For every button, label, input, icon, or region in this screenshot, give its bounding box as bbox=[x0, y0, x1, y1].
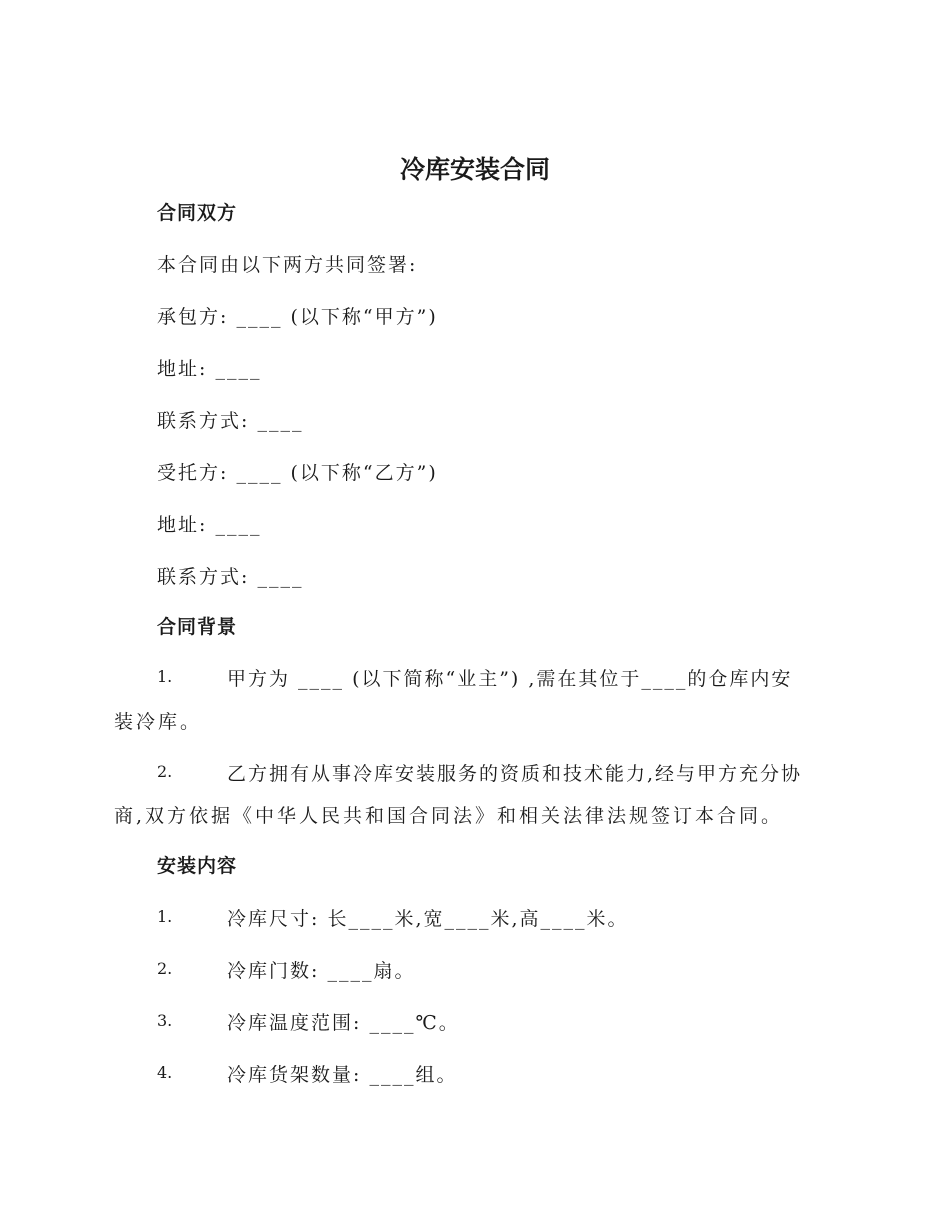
section-heading-installation: 安装内容 bbox=[157, 855, 238, 877]
installation-item-number: 3. bbox=[157, 1011, 173, 1030]
parties-intro: 本合同由以下两方共同签署: bbox=[157, 254, 418, 276]
party-b-contact: 联系方式: ____ bbox=[157, 566, 304, 588]
document-title: 冷库安装合同 bbox=[399, 155, 550, 184]
background-item-number: 1. bbox=[157, 667, 173, 686]
installation-item-number: 4. bbox=[157, 1063, 173, 1082]
background-item-continuation: 装冷库。 bbox=[114, 711, 203, 733]
party-b-line: 受托方: ____ (以下称“乙方”) bbox=[157, 462, 438, 484]
installation-item-number: 1. bbox=[157, 907, 173, 926]
section-heading-background: 合同背景 bbox=[157, 616, 238, 638]
background-item-number: 2. bbox=[157, 762, 173, 781]
installation-item-number: 2. bbox=[157, 959, 173, 978]
section-heading-parties: 合同双方 bbox=[157, 202, 238, 224]
party-b-address: 地址: ____ bbox=[157, 514, 262, 536]
party-a-address: 地址: ____ bbox=[157, 358, 262, 380]
installation-item-text: 冷库门数: ____扇。 bbox=[227, 960, 416, 982]
installation-item-text: 冷库尺寸: 长____米,宽____米,高____米。 bbox=[227, 908, 629, 930]
party-a-line: 承包方: ____ (以下称“甲方”) bbox=[157, 306, 438, 328]
installation-item-text: 冷库货架数量: ____组。 bbox=[227, 1064, 458, 1086]
background-item-line: 乙方拥有从事冷库安装服务的资质和技术能力,经与甲方充分协 bbox=[227, 763, 803, 785]
background-item-line: 甲方为 ____ (以下简称“业主”) ,需在其位于____的仓库内安 bbox=[227, 668, 793, 690]
party-a-contact: 联系方式: ____ bbox=[157, 410, 304, 432]
installation-item-text: 冷库温度范围: ____℃。 bbox=[227, 1012, 460, 1034]
background-item-continuation: 商,双方依据《中华人民共和国合同法》和相关法律法规签订本合同。 bbox=[114, 805, 784, 827]
